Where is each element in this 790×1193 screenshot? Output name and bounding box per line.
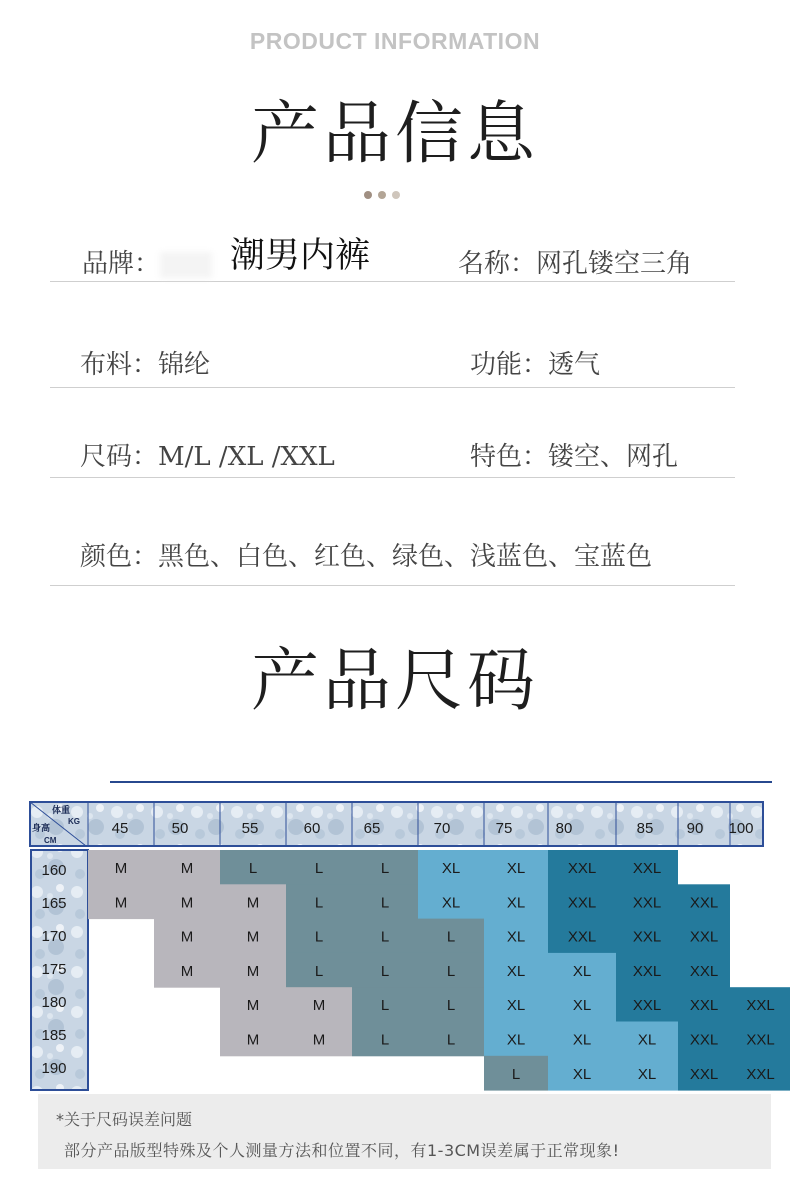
brand-value: 潮男内裤: [230, 236, 371, 276]
color-value: 黑色、白色、红色、绿色、浅蓝色、宝蓝色: [158, 542, 653, 572]
size-cell-label: M: [180, 962, 194, 980]
info-row-fabric: [50, 282, 735, 388]
decorative-dots: [364, 191, 400, 199]
size-cell-label: XL: [506, 997, 526, 1015]
size-cell-label: XL: [441, 860, 461, 877]
size-cell-label: XL: [441, 894, 461, 912]
height-label-190: 190: [41, 1060, 67, 1077]
size-cell-label: L: [380, 894, 390, 912]
size-cell-label: M: [180, 894, 194, 912]
size-cell-label: L: [446, 928, 456, 946]
size-cell-label: XXL: [632, 962, 662, 980]
size-cell-label: XXL: [567, 928, 597, 946]
size-cell-label: M: [246, 1031, 260, 1049]
weight-label-70: 70: [433, 820, 451, 837]
size-cell-label: XL: [637, 1065, 657, 1083]
weight-label-80: 80: [555, 820, 573, 837]
size-cell-label: XXL: [689, 1065, 719, 1083]
weight-label-75: 75: [495, 820, 513, 837]
size-cell-label: M: [246, 997, 260, 1015]
size-cell-label: L: [446, 1031, 456, 1049]
fabric-label: 布料：: [80, 350, 159, 380]
english-title: PRODUCT INFORMATION: [249, 28, 541, 54]
info-row-color: [50, 478, 735, 586]
size-cell-label: XXL: [689, 1031, 719, 1049]
size-cell-label: XL: [572, 1031, 592, 1049]
height-label-180: 180: [41, 994, 67, 1011]
size-cell-label: L: [511, 1065, 521, 1083]
weight-label-45: 45: [111, 820, 129, 837]
size-cell-label: XXL: [632, 860, 662, 877]
size-cell-label: L: [380, 928, 390, 946]
height-label-170: 170: [41, 928, 67, 945]
function-label: 功能：: [470, 350, 549, 380]
size-cell-label: M: [312, 997, 326, 1015]
note-text: 部分产品版型特殊及个人测量方法和位置不同，有1-3CM误差属于正常现象!: [64, 1141, 620, 1160]
size-cell-label: L: [314, 962, 324, 980]
feature-value: 镂空、网孔: [548, 442, 679, 472]
size-cell-label: XL: [572, 962, 592, 980]
size-cell-label: L: [446, 997, 456, 1015]
size-cell-label: M: [114, 894, 128, 912]
size-cell-label: M: [114, 860, 128, 877]
height-label-185: 185: [41, 1027, 67, 1044]
weight-label-90: 90: [686, 820, 704, 837]
size-cell-label: XL: [506, 928, 526, 946]
size-cell-label: XXL: [567, 894, 597, 912]
name-value: 网孔镂空三角: [536, 249, 693, 279]
size-cell-label: XXL: [632, 928, 662, 946]
weight-label-60: 60: [303, 820, 321, 837]
dot: [364, 191, 372, 199]
brand-label: 品牌：: [82, 249, 161, 279]
size-cell-label: L: [314, 894, 324, 912]
size-cell-label: L: [446, 962, 456, 980]
size-cell-label: XL: [572, 1065, 592, 1083]
name-label: 名称：: [458, 249, 537, 279]
divider-line: [110, 781, 772, 783]
info-row-size: [50, 388, 735, 478]
size-cell-label: XXL: [567, 860, 597, 877]
size-label: 尺码：: [80, 442, 159, 472]
weight-label-100: 100: [728, 820, 754, 837]
size-cell-label: L: [314, 860, 324, 877]
height-label-175: 175: [41, 961, 67, 978]
size-cell-label: M: [246, 962, 260, 980]
size-value: M/L /XL /XXL: [158, 442, 335, 472]
size-chart: [28, 802, 790, 1094]
dot: [392, 191, 400, 199]
weight-label-85: 85: [636, 820, 654, 837]
size-cell-label: XXL: [689, 928, 719, 946]
size-cell-label: XXL: [746, 1031, 775, 1049]
size-cell-label: M: [180, 928, 194, 946]
size-cell-label: XXL: [632, 997, 662, 1015]
size-cell-label: XXL: [689, 894, 719, 912]
weight-label-65: 65: [363, 820, 381, 837]
color-label: 颜色：: [80, 542, 159, 572]
size-cell-label: XL: [506, 894, 526, 912]
height-label-160: 160: [41, 862, 67, 879]
size-cell-label: M: [180, 860, 194, 877]
info-row-brand: [50, 225, 735, 282]
page-title: 产品信息: [250, 95, 539, 174]
feature-label: 特色：: [470, 442, 549, 472]
corner-kg-label: KG: [68, 817, 80, 826]
size-cell-label: XXL: [746, 1065, 775, 1083]
size-section-title: 产品尺码: [250, 642, 539, 721]
corner-cm-label: CM: [44, 836, 57, 845]
size-cell-label: L: [380, 1031, 390, 1049]
size-cell-label: L: [314, 928, 324, 946]
size-cell-label: XL: [506, 1031, 526, 1049]
size-cell-label: XXL: [632, 894, 662, 912]
size-cell-label: XL: [506, 962, 526, 980]
size-cell-label: M: [312, 1031, 326, 1049]
dot: [378, 191, 386, 199]
size-cell-label: L: [380, 997, 390, 1015]
size-cell-label: L: [248, 860, 258, 877]
fabric-value: 锦纶: [158, 350, 211, 380]
size-cell-label: L: [380, 860, 390, 877]
corner-weight-label: 体重: [52, 805, 71, 815]
size-cell-label: XXL: [689, 997, 719, 1015]
weight-label-55: 55: [241, 820, 259, 837]
size-note: [38, 1094, 771, 1169]
note-title: *关于尺码误差问题: [56, 1110, 193, 1129]
function-value: 透气: [548, 350, 601, 380]
size-cell-label: XL: [506, 860, 526, 877]
size-cell-label: XXL: [746, 997, 775, 1015]
height-label-165: 165: [41, 895, 67, 912]
weight-label-50: 50: [171, 820, 189, 837]
size-cell-label: L: [380, 962, 390, 980]
size-cell-label: XL: [637, 1031, 657, 1049]
size-cell-label: XXL: [689, 962, 719, 980]
size-cell-label: XL: [572, 997, 592, 1015]
blurred-logo: [160, 252, 212, 278]
corner-height-label: 身高: [32, 823, 51, 833]
size-cell-label: M: [246, 928, 260, 946]
size-cell-label: M: [246, 894, 260, 912]
